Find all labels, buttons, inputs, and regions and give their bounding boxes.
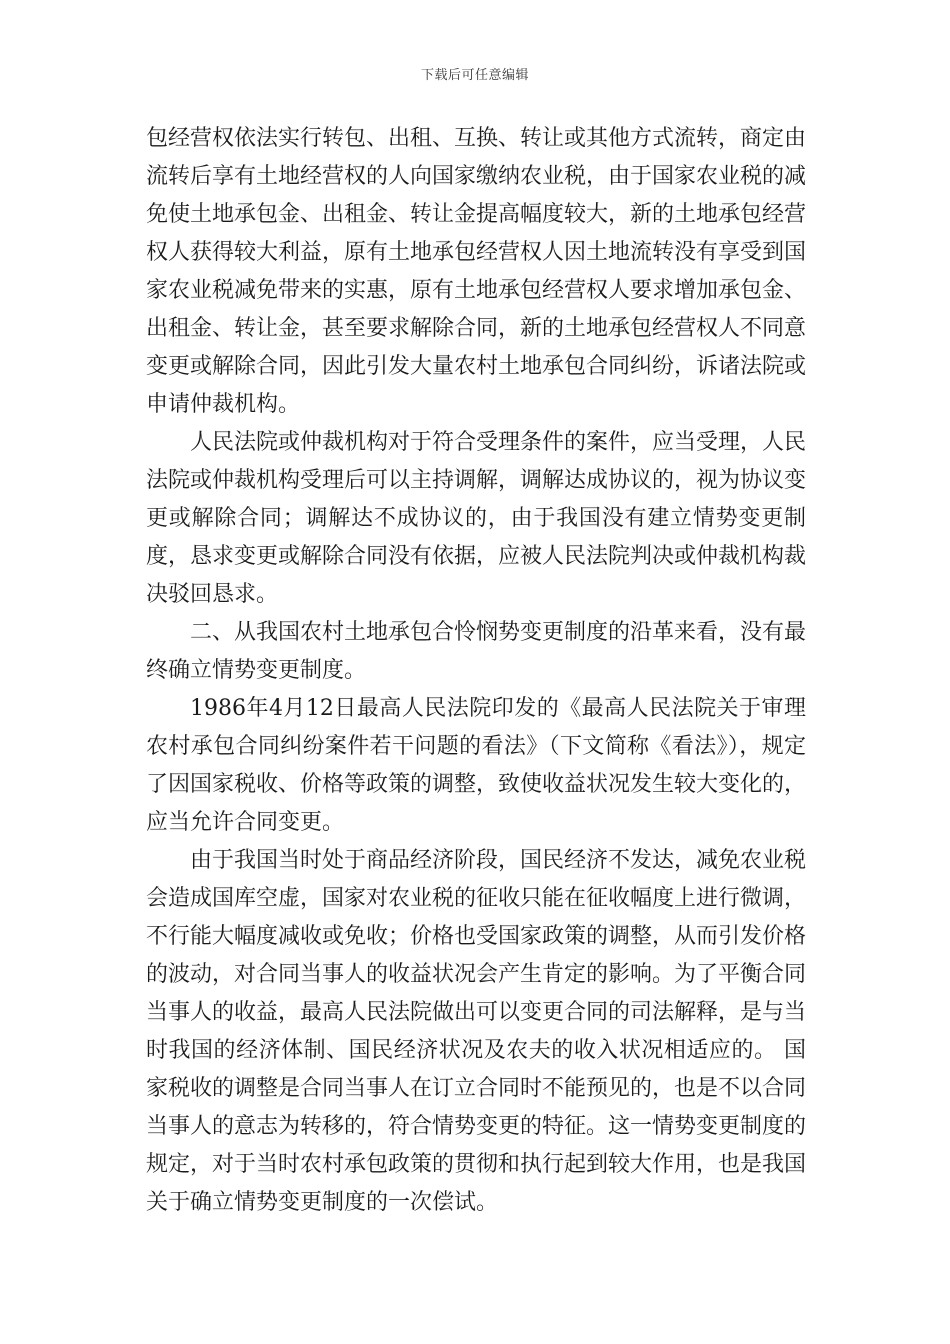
paragraph-section-two-heading: 二、从我国农村土地承包合怜悯势变更制度的沿革来看，没有最终确立情势变更制度。 — [146, 620, 807, 683]
paragraph-economic-context: 由于我国当时处于商品经济阶段，国民经济不发达，减免农业税会造成国库空虚，国家对农业税的征收只能在征收幅度上进行微调，不行能大幅度减收或免收；价格也受国家政策的调整，从而引发价格的波动，对合同当事人的收益状况会产生肯定的影响。为了平衡合同当事人的收益，最高人民法院做出可以变更合同的司法解释，是与当时我国的经济体制、国民经济状况及农夫的收入状况相适应的。 国家税收的调整是合同当事人在订立合同时不能预见的，也是不以合同当事人的意志为转移的，符合情势变更的特征。这一情势变更制度的规定，对于当时农村承包政策的贯彻和执行起到较大作用，也是我国关于确立情势变更制度的一次偿试。 — [146, 848, 807, 1215]
paragraph-court-arbitration: 人民法院或仲裁机构对于符合受理条件的案件，应当受理，人民法院或仲裁机构受理后可以主持调解，调解达成协议的，视为协议变更或解除合同；调解达不成协议的，由于我国没有建立情势变更制度，恳求变更或解除合同没有依据，应被人民法院判决或仲裁机构裁决驳回恳求。 — [146, 430, 807, 607]
page-header: 下载后可任意编辑 — [420, 68, 529, 83]
paragraph-1986-opinion: 1986年4月12日最高人民法院印发的《最高人民法院关于审理农村承包合同纠纷案件若干问题的看法》（下文简称《看法》），规定了因国家税收、价格等政策的调整，致使收益状况发生较大变化的，应当允许合同变更。 — [146, 696, 807, 835]
document-body — [146, 120, 806, 1222]
paragraph-continuation: 包经营权依法实行转包、出租、互换、转让或其他方式流转，商定由流转后享有土地经营权的人向国家缴纳农业税，由于国家农业税的减免使土地承包金、出租金、转让金提高幅度较大，新的土地承包经营权人获得较大利益，原有土地承包经营权人因土地流转没有享受到国家农业税减免带来的实惠，原有土地承包经营权人要求增加承包金、出租金、转让金，甚至要求解除合同，新的土地承包经营权人不同意变更或解除合同，因此引发大量农村土地承包合同纠纷，诉诸法院或申请仲裁机构。 — [146, 126, 807, 417]
